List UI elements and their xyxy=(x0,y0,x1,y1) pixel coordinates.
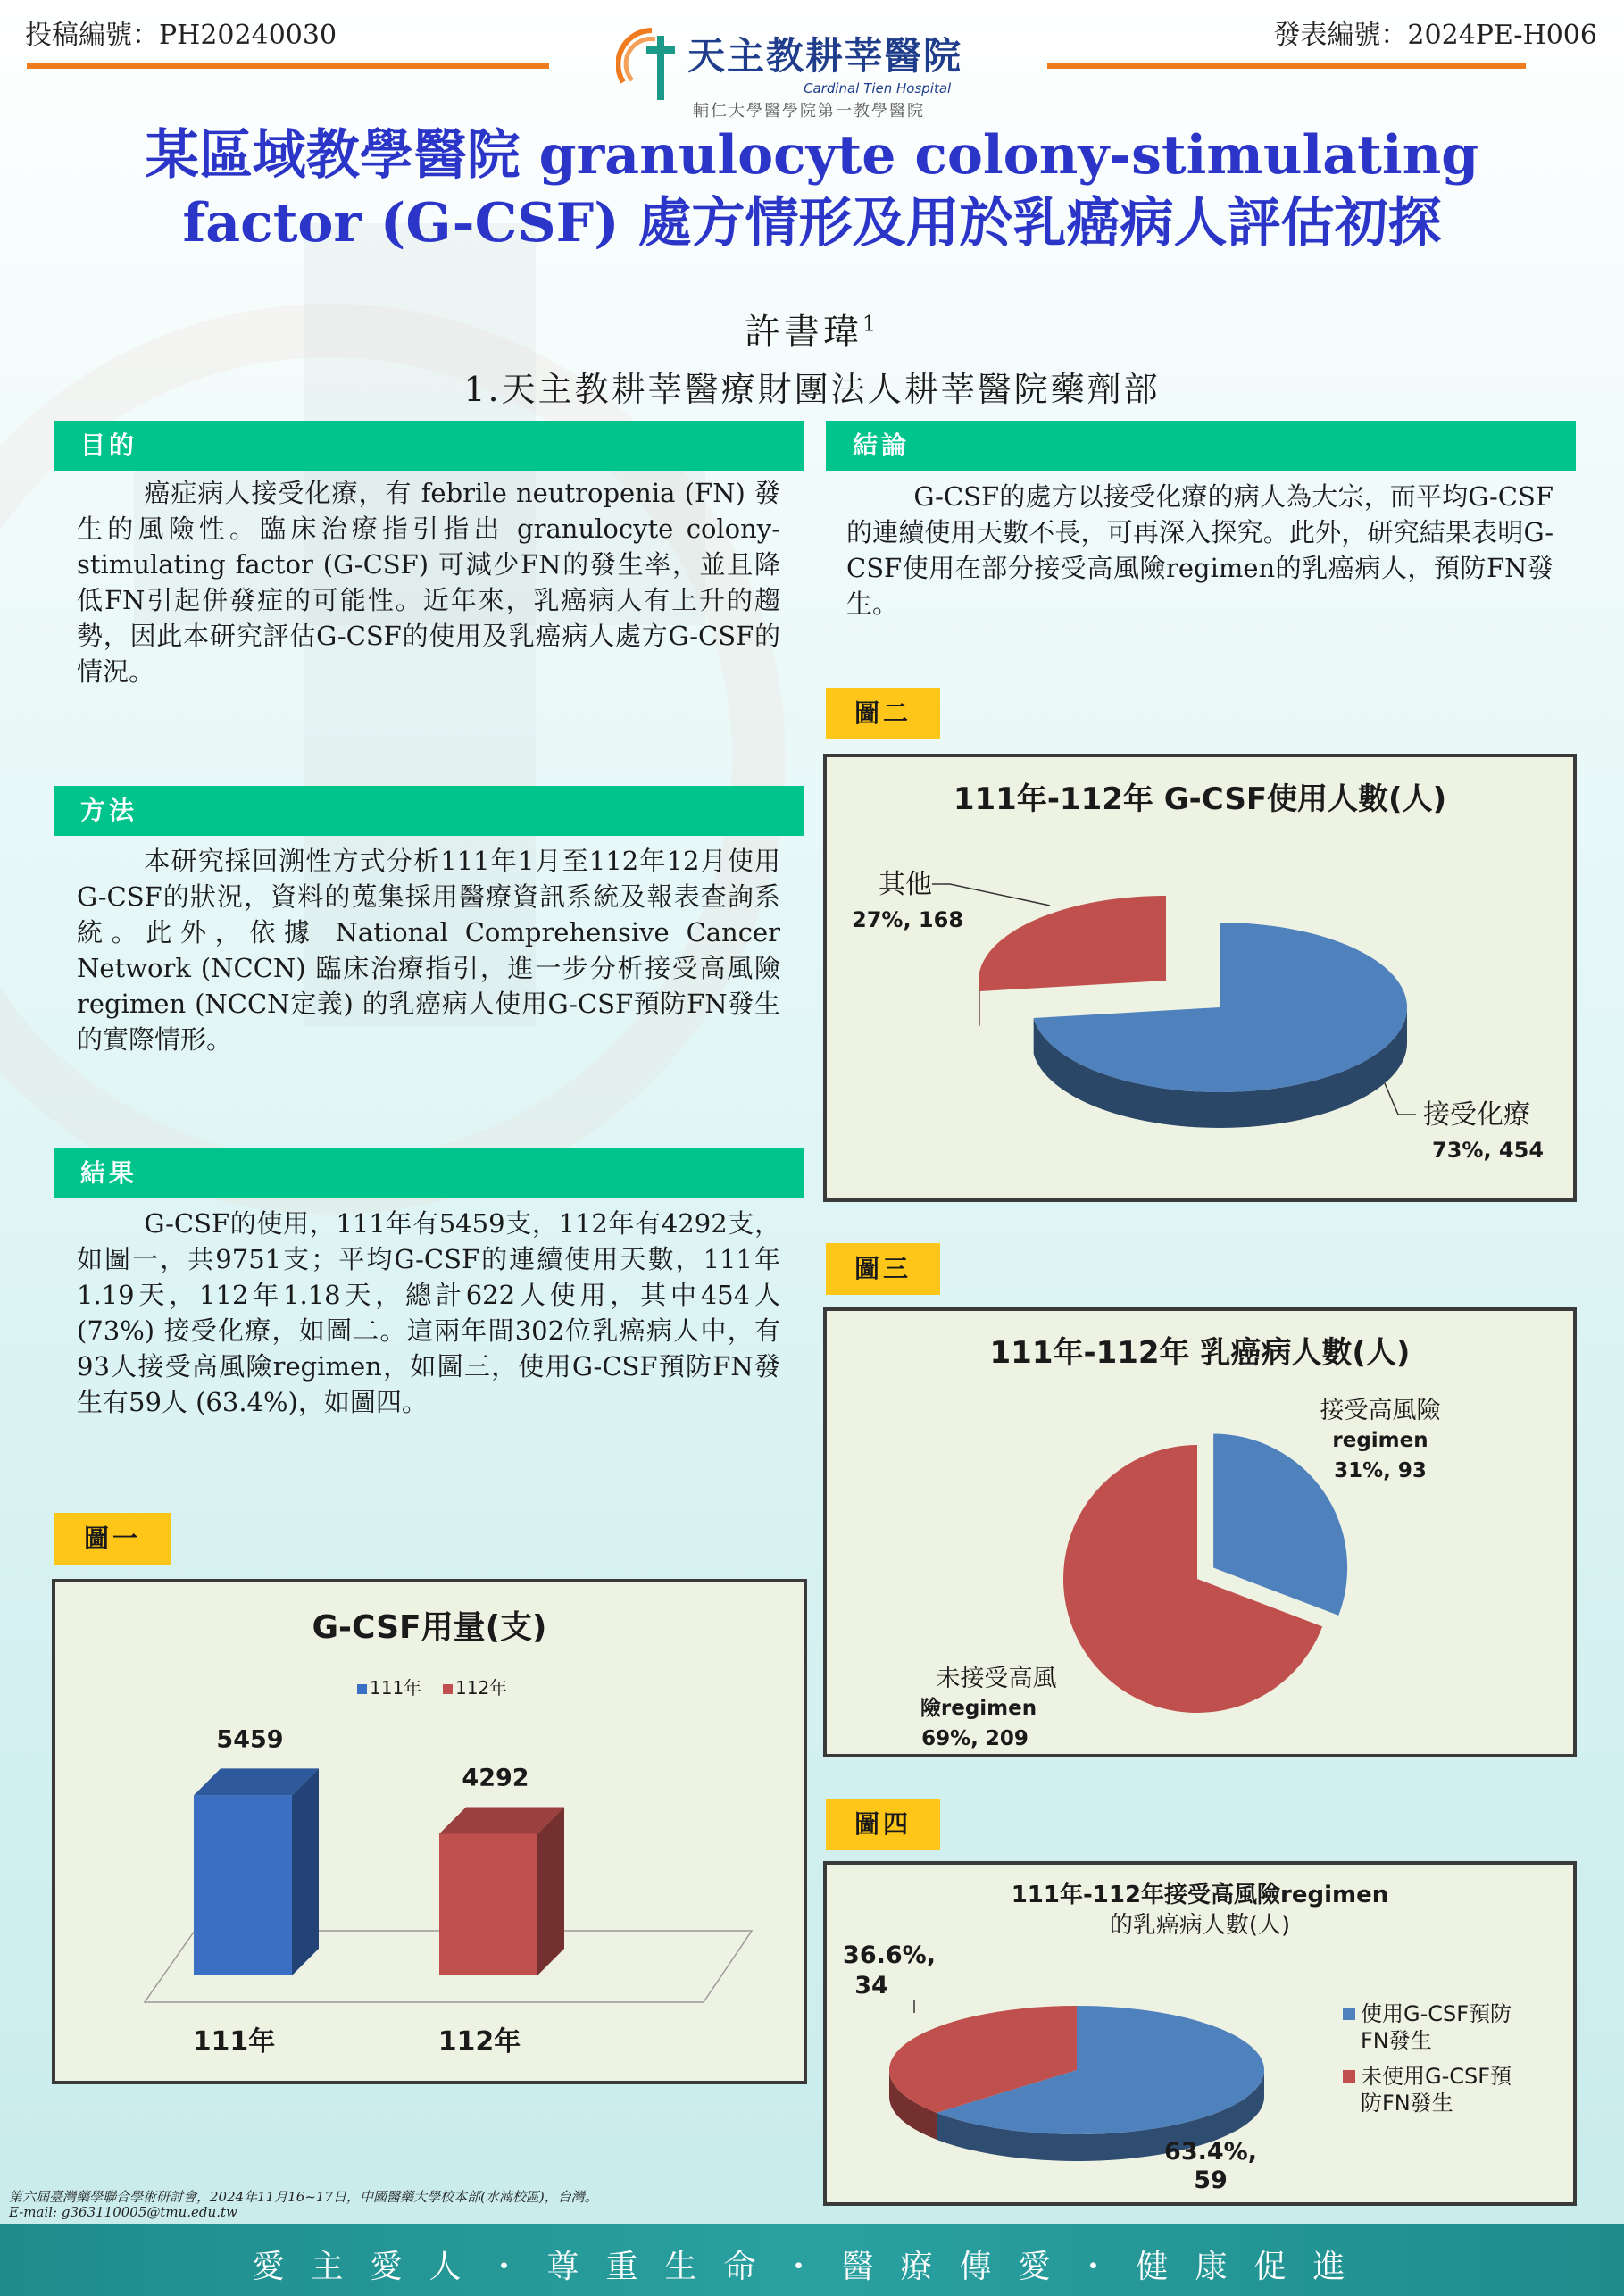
legend-swatch xyxy=(1343,2070,1355,2083)
legend-label: 使用G-CSF預防 xyxy=(1361,2001,1512,2026)
slice-value: 31%, 93 xyxy=(1334,1459,1427,1482)
bar-front xyxy=(439,1833,537,1975)
figure4-pie-chart xyxy=(823,1861,1577,2206)
slice-value: 63.4%, xyxy=(1164,2138,1257,2166)
chart-title: G-CSF用量(支) xyxy=(312,1609,547,1646)
logo-subtitle: 輔仁大學醫學院第一教學醫院 xyxy=(693,102,925,121)
author-affiliation-mark: 1 xyxy=(862,311,880,337)
pie-chart-svg xyxy=(827,1311,1573,1754)
bar-chart-svg xyxy=(55,1582,804,2081)
pie-chart-svg xyxy=(827,757,1573,1198)
affiliation: 1.天主教耕莘醫療財團法人耕莘醫院藥劑部 xyxy=(463,370,1161,409)
conclusion-text: G-CSF的處方以接受化療的病人為大宗，而平均G-CSF的連續使用天數不長，可再深入探究。此外，研究結果表明G-CSF使用在部分接受高風險regimen的乳癌病人，預防FN發生。 xyxy=(846,481,1553,619)
chart-title: 111年-112年接受高風險regimen xyxy=(1011,1882,1389,1908)
leader-line xyxy=(932,884,1050,906)
section-header-method: 方法 xyxy=(54,786,804,836)
legend-swatch xyxy=(1343,2008,1355,2020)
slice-label: 未接受高風 xyxy=(936,1665,1057,1692)
chart-title: 111年-112年 G-CSF使用人數(人) xyxy=(953,781,1447,817)
bar-side xyxy=(537,1807,564,1975)
poster-title-line2: factor (G-CSF) 處方情形及用於乳癌病人評估初探 xyxy=(182,192,1442,255)
author xyxy=(0,304,1624,355)
slice-value: 73%, 454 xyxy=(1432,1138,1545,1163)
slice-label: regimen xyxy=(1332,1429,1428,1452)
legend-label: 防FN發生 xyxy=(1361,2091,1453,2116)
legend-label: FN發生 xyxy=(1361,2028,1432,2053)
bar-front xyxy=(194,1795,292,1975)
pie-slice xyxy=(1213,1434,1347,1616)
slice-label: 接受化療 xyxy=(1423,1099,1530,1131)
legend-swatch xyxy=(357,1684,367,1694)
leader-line xyxy=(1385,1083,1416,1115)
footer-band xyxy=(0,2224,1624,2296)
method-text: 本研究採回溯性方式分析111年1月至112年12月使用G-CSF的狀況，資料的蒐集採用醫療資訊系統及報表查詢系統。此外，依據 National Comprehensive Cancer Network (NCCN) 臨床治療指引，進一步分析接受高風險regimen (NCCN定義) 的乳癌病人使用G-CSF預防FN發生的實際情形。 xyxy=(77,846,780,1055)
figure1-bar-chart xyxy=(52,1579,807,2084)
section-header-results: 結果 xyxy=(54,1148,804,1198)
legend-label: 112年 xyxy=(455,1677,508,1699)
conference-note: 第六屆臺灣藥學聯合學術研討會，2024年11月16~17日，中國醫藥大學校本部(水湳校區)，台灣。 xyxy=(9,2189,598,2205)
author-name: 許書瑋 xyxy=(744,312,862,353)
section-header-conclusion: 結論 xyxy=(826,421,1576,471)
figure3-label: 圖三 xyxy=(826,1243,940,1295)
purpose-text: 癌症病人接受化療，有 febrile neutropenia (FN) 發生的風險性。臨床治療指引指出 granulocyte colony-stimulating factor (G-CSF) 可減少FN的發生率，並且降低FN引起併發症的可能性。近年來，乳癌病人有上升的趨勢，因此本研究評估G-CSF的使用及乳癌病人處方G-CSF的情況。 xyxy=(77,478,780,687)
legend-label: 111年 xyxy=(370,1677,422,1699)
category-label: 112年 xyxy=(437,2026,521,2058)
pie-chart-svg xyxy=(827,1865,1573,2202)
slice-value: 59 xyxy=(1194,2167,1228,2194)
slice-label: 其他 xyxy=(879,869,932,900)
poster-title-line1: 某區域教學醫院 granulocyte colony-stimulating xyxy=(145,124,1479,187)
header-rule-left xyxy=(27,63,549,69)
category-label: 111年 xyxy=(192,2026,276,2058)
data-label: 4292 xyxy=(462,1764,529,1792)
results-text: G-CSF的使用，111年有5459支，112年有4292支，如圖一，共9751支；平均G-CSF的連續使用天數，111年1.19天，112年1.18天，總計622人使用，其中454人 (73%) 接受化療，如圖二。這兩年間302位乳癌病人中，有93人接受高風險regimen，如圖三，使用G-CSF預防FN發生有59人 (63.4%)，如圖四。 xyxy=(77,1208,780,1417)
hospital-logo xyxy=(616,20,1000,122)
cross-logo-icon xyxy=(616,20,687,118)
slice-value: 34 xyxy=(854,1972,888,2000)
bar-side xyxy=(292,1768,319,1975)
section-header-purpose: 目的 xyxy=(54,421,804,471)
slice-label: 險regimen xyxy=(920,1697,1037,1720)
figure1-label: 圖一 xyxy=(54,1513,171,1565)
header-rule-right xyxy=(1047,63,1526,69)
figure2-label: 圖二 xyxy=(826,688,940,739)
logo-name: 天主教耕莘醫院 xyxy=(687,34,963,78)
slice-value: 69%, 209 xyxy=(921,1727,1029,1750)
figure4-label: 圖四 xyxy=(826,1799,940,1850)
publication-number: 發表編號：2024PE-H006 xyxy=(1273,20,1597,51)
legend-swatch xyxy=(443,1684,453,1694)
pie-slice xyxy=(979,896,1166,991)
contact-email: E-mail: g363110005@tmu.edu.tw xyxy=(9,2204,237,2220)
legend-label: 未使用G-CSF預 xyxy=(1361,2064,1512,2089)
figure3-pie-chart xyxy=(823,1307,1577,1757)
chart-title: 111年-112年 乳癌病人數(人) xyxy=(989,1335,1411,1371)
data-label: 5459 xyxy=(216,1725,284,1754)
slice-value: 36.6%, xyxy=(843,1941,936,1969)
slice-value: 27%, 168 xyxy=(852,907,964,932)
submission-number: 投稿編號：PH20240030 xyxy=(25,20,337,51)
hospital-motto: 愛主愛人・尊重生命・醫療傳愛・健康促進 xyxy=(252,2249,1372,2285)
chart-subtitle: 的乳癌病人數(人) xyxy=(1109,1912,1291,1939)
figure2-pie-chart xyxy=(823,754,1577,1202)
slice-label: 接受高風險 xyxy=(1320,1397,1441,1424)
logo-english-name: Cardinal Tien Hospital xyxy=(804,80,952,96)
